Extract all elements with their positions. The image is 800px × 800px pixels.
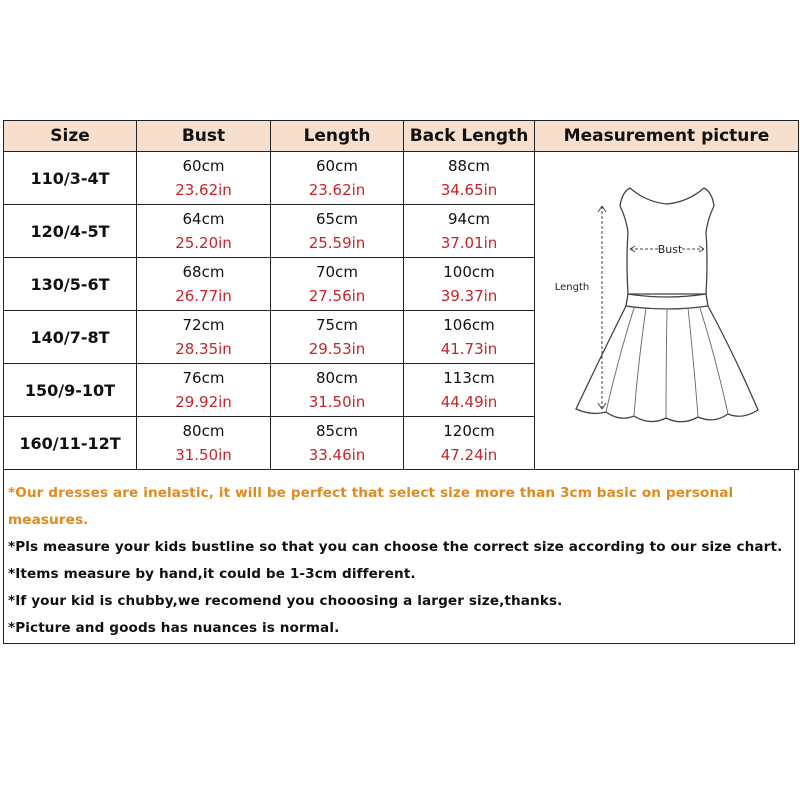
bust-cm: 76cm [182, 369, 225, 387]
length-in: 29.53in [308, 340, 366, 358]
bust-cm: 64cm [182, 210, 225, 228]
bust-cell [137, 417, 271, 470]
back-length-in: 37.01in [440, 234, 498, 252]
bust-cell [137, 311, 271, 364]
bust-cm: 68cm [182, 263, 225, 281]
length-cell [271, 258, 404, 311]
size-cell: 120/4-5T [4, 205, 137, 258]
back-length-cell [404, 364, 535, 417]
length-in: 27.56in [308, 287, 366, 305]
table-header-row [4, 121, 799, 152]
note-measure-bustline: *Pls measure your kids bustline so that you can choose the correct size according to our size chart. [8, 539, 783, 555]
header-bust: Bust [137, 121, 271, 152]
size-cell: 130/5-6T [4, 258, 137, 311]
length-cm: 80cm [316, 369, 358, 387]
bust-in: 28.35in [175, 340, 232, 358]
size-chart [3, 120, 798, 644]
back-length-cm: 94cm [448, 210, 490, 228]
header-back-length: Back Length [404, 121, 535, 152]
note-inelastic-continued: measures. [8, 512, 89, 528]
back-length-cm: 120cm [443, 422, 495, 440]
notes-box [3, 470, 795, 644]
bust-cell [137, 364, 271, 417]
back-length-cm: 106cm [443, 316, 495, 334]
length-cm: 75cm [316, 316, 358, 334]
length-cm: 85cm [316, 422, 358, 440]
back-length-in: 41.73in [440, 340, 498, 358]
back-length-cell [404, 258, 535, 311]
size-cell: 150/9-10T [4, 364, 137, 417]
back-length-cm: 100cm [443, 263, 495, 281]
back-length-cell [404, 205, 535, 258]
length-cm: 60cm [316, 157, 358, 175]
back-length-cm: 113cm [443, 369, 495, 387]
length-in: 25.59in [308, 234, 366, 252]
length-in: 33.46in [308, 446, 366, 464]
bust-in: 31.50in [175, 446, 232, 464]
bust-label: Bust [657, 242, 682, 256]
size-cell: 140/7-8T [4, 311, 137, 364]
bust-cell [137, 152, 271, 205]
header-size: Size [4, 121, 137, 152]
size-cell: 160/11-12T [4, 417, 137, 470]
table-row [4, 152, 799, 205]
bust-in: 23.62in [175, 181, 232, 199]
back-length-cell [404, 152, 535, 205]
size-table [3, 120, 799, 470]
back-length-in: 34.65in [440, 181, 498, 199]
bust-cell [137, 205, 271, 258]
bust-cm: 72cm [182, 316, 225, 334]
back-length-in: 44.49in [440, 393, 498, 411]
length-cell [271, 205, 404, 258]
note-nuances: *Picture and goods has nuances is normal. [8, 620, 340, 636]
length-cell [271, 364, 404, 417]
bust-cell [137, 258, 271, 311]
length-label: Length [554, 281, 589, 293]
bust-in: 26.77in [175, 287, 232, 305]
bust-in: 25.20in [175, 234, 232, 252]
length-cell [271, 417, 404, 470]
length-in: 31.50in [308, 393, 366, 411]
measurement-picture-cell [535, 152, 799, 470]
bust-cm: 80cm [182, 422, 225, 440]
note-chubby: *If your kid is chubby,we recomend you chooosing a larger size,thanks. [8, 593, 563, 609]
back-length-cell [404, 417, 535, 470]
back-length-in: 47.24in [440, 446, 498, 464]
length-cm: 65cm [316, 210, 358, 228]
back-length-cell [404, 311, 535, 364]
back-length-cm: 88cm [448, 157, 490, 175]
dress-sketch-icon [542, 154, 792, 464]
header-measurement-picture: Measurement picture [535, 121, 799, 152]
length-cell [271, 311, 404, 364]
length-cell [271, 152, 404, 205]
back-length-in: 39.37in [440, 287, 498, 305]
bust-in: 29.92in [175, 393, 232, 411]
size-cell: 110/3-4T [4, 152, 137, 205]
length-cm: 70cm [316, 263, 358, 281]
note-inelastic: *Our dresses are inelastic, it will be perfect that select size more than 3cm basic on personal [8, 485, 734, 501]
bust-cm: 60cm [182, 157, 225, 175]
header-length: Length [271, 121, 404, 152]
note-hand-measure: *Items measure by hand,it could be 1-3cm different. [8, 566, 416, 582]
length-in: 23.62in [308, 181, 366, 199]
